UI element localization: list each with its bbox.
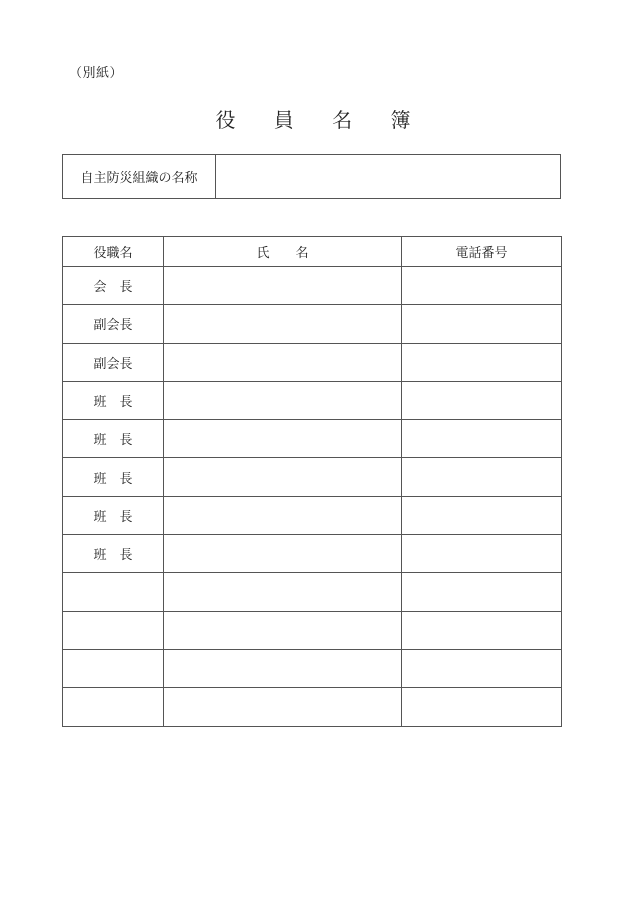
phone-cell[interactable] <box>402 496 562 534</box>
position-cell: 班 長 <box>63 458 164 496</box>
phone-cell[interactable] <box>402 611 562 649</box>
attachment-note: （別紙） <box>69 66 124 81</box>
position-cell: 副会長 <box>63 305 164 343</box>
header-name: 氏 名 <box>164 237 402 267</box>
phone-cell[interactable] <box>402 305 562 343</box>
name-cell[interactable] <box>164 343 402 381</box>
phone-cell[interactable] <box>402 343 562 381</box>
table-row <box>63 688 562 726</box>
phone-cell[interactable] <box>402 573 562 611</box>
position-cell: 副会長 <box>63 343 164 381</box>
position-cell[interactable] <box>63 573 164 611</box>
position-cell[interactable] <box>63 611 164 649</box>
name-cell[interactable] <box>164 649 402 687</box>
name-cell[interactable] <box>164 611 402 649</box>
header-phone: 電話番号 <box>402 237 562 267</box>
table-row <box>63 381 562 419</box>
organization-name-field[interactable] <box>216 155 560 198</box>
name-cell[interactable] <box>164 458 402 496</box>
table-row <box>63 573 562 611</box>
name-cell[interactable] <box>164 381 402 419</box>
organization-name-box <box>62 154 561 199</box>
table-row <box>63 458 562 496</box>
name-cell[interactable] <box>164 305 402 343</box>
table-row <box>63 611 562 649</box>
position-cell: 班 長 <box>63 381 164 419</box>
name-cell[interactable] <box>164 535 402 573</box>
position-cell: 班 長 <box>63 535 164 573</box>
name-cell[interactable] <box>164 496 402 534</box>
table-row <box>63 267 562 305</box>
name-cell[interactable] <box>164 420 402 458</box>
phone-cell[interactable] <box>402 420 562 458</box>
position-cell[interactable] <box>63 688 164 726</box>
table-row <box>63 496 562 534</box>
phone-cell[interactable] <box>402 535 562 573</box>
phone-cell[interactable] <box>402 458 562 496</box>
header-position: 役職名 <box>63 237 164 267</box>
table-row <box>63 649 562 687</box>
table-row <box>63 535 562 573</box>
phone-cell[interactable] <box>402 688 562 726</box>
table-row <box>63 305 562 343</box>
position-cell: 班 長 <box>63 420 164 458</box>
phone-cell[interactable] <box>402 381 562 419</box>
officer-roster-table <box>62 236 562 727</box>
table-row <box>63 343 562 381</box>
name-cell[interactable] <box>164 688 402 726</box>
name-cell[interactable] <box>164 573 402 611</box>
position-cell: 会 長 <box>63 267 164 305</box>
phone-cell[interactable] <box>402 267 562 305</box>
organization-name-label: 自主防災組織の名称 <box>63 155 216 198</box>
name-cell[interactable] <box>164 267 402 305</box>
table-header-row <box>63 237 562 267</box>
position-cell[interactable] <box>63 649 164 687</box>
page-title: 役 員 名 簿 <box>215 108 427 132</box>
phone-cell[interactable] <box>402 649 562 687</box>
table-row <box>63 420 562 458</box>
position-cell: 班 長 <box>63 496 164 534</box>
